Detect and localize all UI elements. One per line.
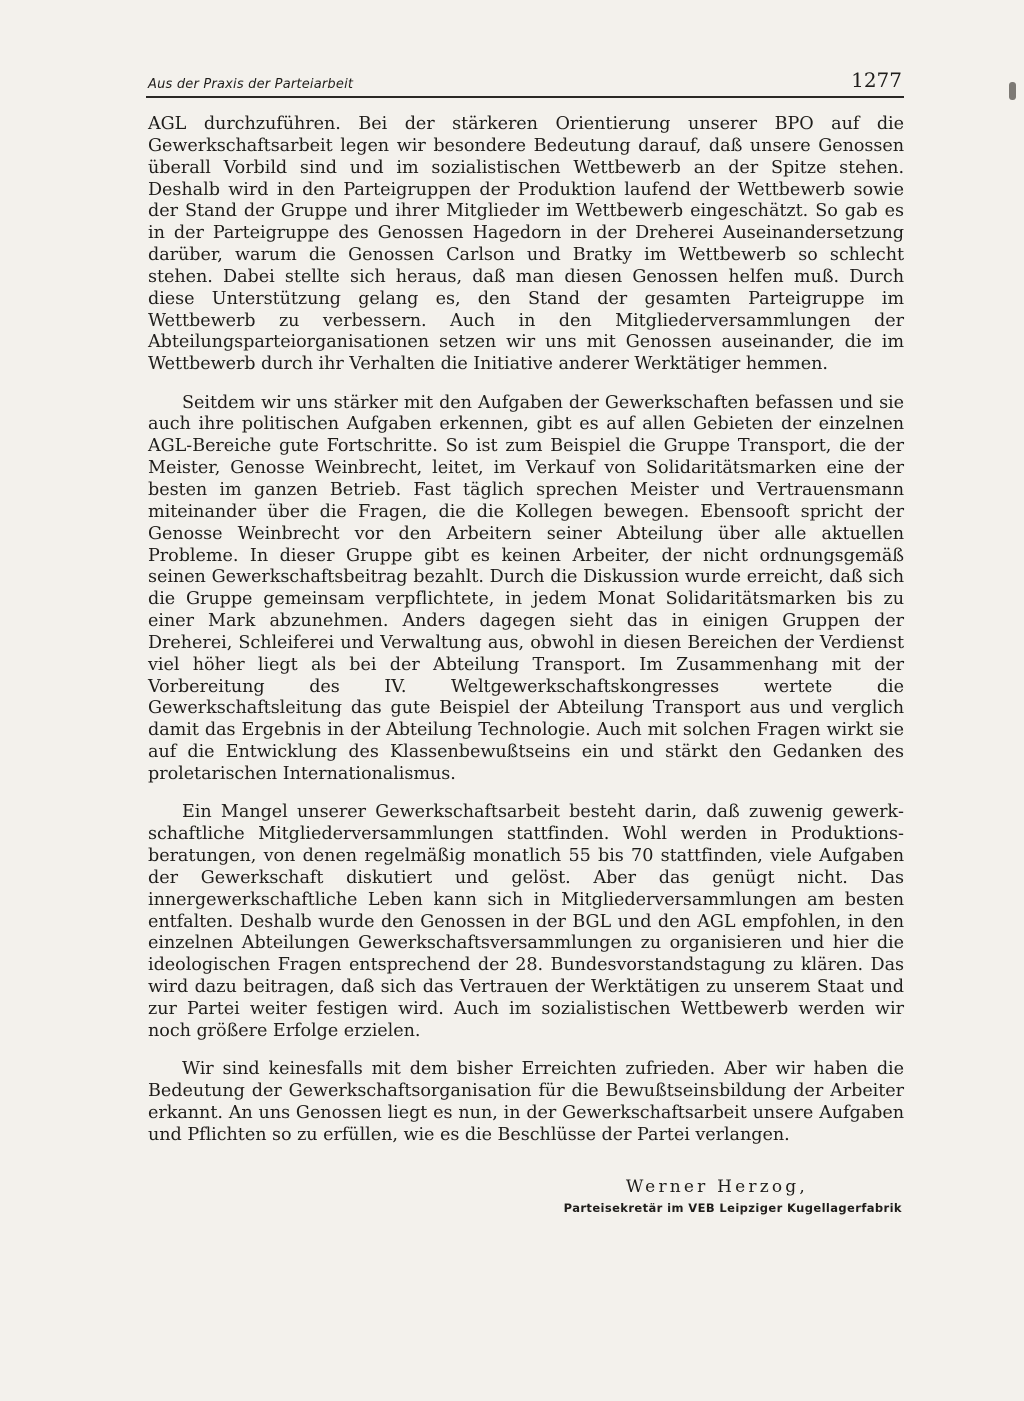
paragraph-2: Seitdem wir uns stärker mit den Aufgaben der Gewerkschaften befassen und sie auch ihre politischen Aufgaben erkennen, gibt es auf allen Gebieten der einzelnen AGL-Bereiche gute Fortschritte. So ist zum Beispiel die Gruppe Transport, die der Meister, Genosse Weinbrecht, leitet, im Verkauf von Solidaritätsmarken eine der besten im ganzen Betrieb. Fast täglich sprechen Meister und Vertrauensmann miteinander über die Fragen, die die Kollegen bewegen. Ebensooft spricht der Genosse Weinbrecht vor den Arbeitern seiner Abteilung über alle aktuellen Probleme. In dieser Gruppe gibt es keinen Arbeiter, der nicht ordnungsgemäß seinen Gewerkschaftsbeitrag bezahlt. Durch die Diskussion wurde erreicht, daß sich die Gruppe gemeinsam verpflichtete, in jedem Monat Solidaritätsmarken bis zu einer Mark abzunehmen. Anders dagegen sieht das in einigen Gruppen der Dreherei, Schleiferei und Verwaltung aus, obwohl in diesen Bereichen der Verdienst viel höher liegt als bei der Abteilung Transport. Im Zusammenhang mit der Vorbereitung des IV. Weltgewerkschaftskongresses wertete die Gewerkschaftsleitung das gute Beispiel der Abteilung Transport aus und verglich damit das Ergebnis in der Abteilung Technologie. Auch mit solchen Fragen wirkt sie auf die Entwicklung des Klassenbewußtseins ein und stärkt den Gedanken des proletarischen Internationalismus. xyxy=(148,392,904,784)
paragraph-3: Ein Mangel unserer Gewerkschaftsarbeit besteht darin, daß zuwenig gewerkschaftliche Mitgliederversammlungen stattfinden. Wohl werden in Produktionsberatungen, von denen regelmäßig monatlich 55 bis 70 stattfinden, viele Aufgaben der Gewerkschaft diskutiert und gelöst. Aber das genügt nicht. Das innergewerkschaftliche Leben kann sich in Mitgliederversammlungen am besten entfalten. Deshalb wurde den Genossen in der BGL und den AGL empfohlen, in den einzelnen Abteilungen Gewerkschaftsversammlungen zu organisieren und hier die ideologischen Fragen entsprechend der 28. Bundesvorstandstagung zu klären. Das wird dazu beitragen, daß sich das Vertrauen der Werktätigen zu unserem Staat und zur Partei weiter festigen wird. Auch im sozialistischen Wettbewerb werden wir noch größere Erfolge erzielen. xyxy=(148,802,904,1041)
author-name: Werner Herzog, xyxy=(625,1177,808,1197)
paragraph-1: AGL durchzuführen. Bei der stärkeren Orientierung unserer BPO auf die Gewerkschaftsarbeit legen wir besondere Bedeutung darauf, daß unsere Genossen überall Vorbild sind und im sozialistischen Wettbewerb an der Spitze stehen. Deshalb wird in den Parteigruppen der Produktion laufend der Wettbewerb sowie der Stand der Gruppe und ihrer Mitglieder im Wettbewerb eingeschätzt. So gab es in der Parteigruppe des Genossen Hagedorn in der Dreherei Auseinandersetzung darüber, warum die Genossen Carlson und Bratky im Wettbewerb so schlecht stehen. Dabei stellte sich heraus, daß man diesen Genossen helfen muß. Durch diese Unterstützung gelang es, den Stand der gesamten Parteigruppe im Wettbewerb zu verbessern. Auch in den Mitgliederversammlungen der Abteilungsparteiorganisationen setzen wir uns mit Genossen auseinander, die im Wettbewerb durch ihr Verhalten die Initiative anderer Werktätiger hemmen. xyxy=(148,114,904,375)
article-body xyxy=(148,114,904,1163)
signature-block xyxy=(148,1174,904,1220)
page-edge-mark xyxy=(1009,82,1016,100)
running-head: Aus der Praxis der Parteiarbeit xyxy=(148,77,354,92)
page-header xyxy=(146,66,904,98)
author-affiliation: Parteisekretär im VEB Leipziger Kugellagerfabrik xyxy=(563,1201,902,1215)
page-number: 1277 xyxy=(851,68,902,92)
paragraph-4: Wir sind keinesfalls mit dem bisher Erreichten zufrieden. Aber wir haben die Bedeutung der Gewerkschaftsorganisation für die Bewußtseinsbildung der Arbeiter erkannt. An uns Genossen liegt es nun, in der Gewerkschaftsarbeit unsere Aufgaben und Pflichten so zu erfüllen, wie es die Beschlüsse der Partei verlangen. xyxy=(148,1059,904,1145)
